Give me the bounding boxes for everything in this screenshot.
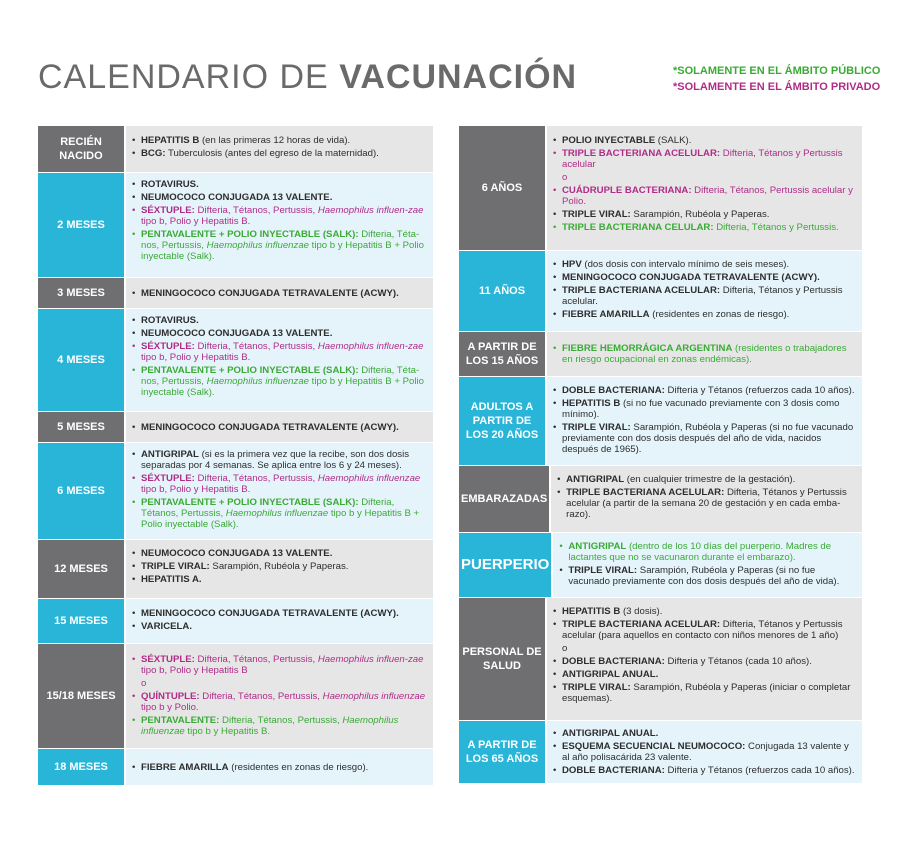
list-item: • TRIPLE BACTERIANA ACELULAR: Difteria, Tétanos y Pertussis acelular (a partir de la semana 20 de gestación y en cada emba-razo). <box>557 487 858 520</box>
list-item-public: • TRIPLE BACTERIANA CELULAR: Difteria, Tétanos y Pertussis. <box>553 222 858 233</box>
row-label: 11 AÑOS <box>459 251 545 331</box>
list-item: • TRIPLE BACTERIANA ACELULAR: Difteria, Tétanos y Pertussis acelular. <box>553 285 858 307</box>
list-item: • NEUMOCOCO CONJUGADA 13 VALENTE. <box>132 548 429 559</box>
list-item: • MENINGOCOCO CONJUGADA TETRAVALENTE (ACWY). <box>553 272 858 283</box>
list-item: • ANTIGRIPAL ANUAL. <box>553 728 858 739</box>
list-item-private: • SÉXTUPLE: Difteria, Tétanos, Pertussis, Haemophilus influen-zae tipo b, Polio y Hepatitis B. <box>132 205 429 227</box>
list-item-public: • PENTAVALENTE + POLIO INYECTABLE (SALK): Difteria, Téta-nos, Pertussis, Haemophilus influenzae tipo b y Hepatitis B + Polio inyectable (Salk). <box>132 365 429 398</box>
row-recien-nacido <box>38 126 433 173</box>
row-label: PUERPERIO <box>459 533 551 597</box>
row-content <box>124 540 433 598</box>
list-item: • HEPATITIS B (3 dosis). <box>553 606 858 617</box>
list-item: • MENINGOCOCO CONJUGADA TETRAVALENTE (ACWY). <box>132 288 429 299</box>
list-item-private: • SÉXTUPLE: Difteria, Tétanos, Pertussis, Haemophilus influenzae tipo b, Polio y Hepatitis B. <box>132 473 429 495</box>
list-item: • HPV (dos dosis con intervalo mínimo de seis meses). <box>553 259 858 270</box>
row-15-meses <box>38 599 433 644</box>
row-label: 4 MESES <box>38 309 124 411</box>
row-label: 12 MESES <box>38 540 124 598</box>
row-11-anos <box>459 251 862 332</box>
list-item: • TRIPLE VIRAL: Sarampión, Rubéola y Paperas (si no fue vacunado previamente con dos dosis después del año de vida). <box>559 565 858 587</box>
row-label: 2 MESES <box>38 173 124 277</box>
row-content <box>124 173 433 277</box>
list-item: • POLIO INYECTABLE (SALK). <box>553 135 858 146</box>
row-label: 15 MESES <box>38 599 124 643</box>
row-content <box>545 377 862 465</box>
row-2-meses <box>38 173 433 278</box>
list-item-public: • PENTAVALENTE: Difteria, Tétanos, Pertussis, Haemophilus influenzae tipo b y Hepatitis B. <box>132 715 429 737</box>
list-item: • NEUMOCOCO CONJUGADA 13 VALENTE. <box>132 192 429 203</box>
row-65-anos <box>459 721 862 784</box>
list-item-private: • SÉXTUPLE: Difteria, Tétanos, Pertussis, Haemophilus influen-zae tipo b, Polio y Hepatitis B. <box>132 341 429 363</box>
list-item-public: • PENTAVALENTE + POLIO INYECTABLE (SALK): Difteria, Tétanos, Pertussis, Haemophilus influenzae tipo b y Hepatitis B + Polio inyectable (Salk). <box>132 497 429 530</box>
row-content <box>124 443 433 539</box>
row-content <box>549 466 862 532</box>
row-content <box>545 126 862 250</box>
list-item: • TRIPLE VIRAL: Sarampión, Rubéola y Paperas (si no fue vacunado previamente con dos dosis después del año de vida, nacidos después de 1965). <box>553 422 858 455</box>
row-label: 15/18 MESES <box>38 644 124 748</box>
row-content <box>124 278 433 308</box>
right-column <box>459 126 862 784</box>
list-item: • DOBLE BACTERIANA: Difteria y Tétanos (refuerzos cada 10 años). <box>553 385 858 396</box>
list-item: • HEPATITIS B (en las primeras 12 horas de vida). <box>132 135 429 146</box>
list-item-private: • QUÍNTUPLE: Difteria, Tétanos, Pertussis, Haemophilus influenzae tipo b y Polio. <box>132 691 429 713</box>
row-content <box>124 644 433 748</box>
row-18-meses <box>38 749 433 786</box>
or-separator: o <box>141 678 147 689</box>
row-content <box>124 126 433 172</box>
list-item: • FIEBRE AMARILLA (residentes en zonas de riesgo). <box>553 309 858 320</box>
list-item: • HEPATITIS B (si no fue vacunado previamente con 3 dosis como mínimo). <box>553 398 858 420</box>
list-item: • DOBLE BACTERIANA: Difteria y Tétanos (cada 10 años). <box>553 656 858 667</box>
row-12-meses <box>38 540 433 599</box>
row-label: 18 MESES <box>38 749 124 785</box>
row-label: A PARTIR DE LOS 15 AÑOS <box>459 332 545 376</box>
row-personal-salud <box>459 598 862 721</box>
left-column <box>38 126 433 786</box>
row-label: ADULTOS A PARTIR DE LOS 20 AÑOS <box>459 377 545 465</box>
row-5-meses <box>38 412 433 443</box>
row-6-meses <box>38 443 433 540</box>
row-content <box>545 598 862 720</box>
list-item: • TRIPLE VIRAL: Sarampión, Rubéola y Paperas. <box>553 209 858 220</box>
list-item: • ANTIGRIPAL ANUAL. <box>553 669 858 680</box>
list-item: • FIEBRE AMARILLA (residentes en zonas de riesgo). <box>132 762 429 773</box>
row-3-meses <box>38 278 433 309</box>
row-content <box>551 533 862 597</box>
list-item: • MENINGOCOCO CONJUGADA TETRAVALENTE (ACWY). <box>132 608 429 619</box>
row-embarazadas <box>459 466 862 533</box>
list-item: • HEPATITIS A. <box>132 574 429 585</box>
list-item-public: • ANTIGRIPAL (dentro de los 10 días del puerperio. Madres de lactantes que no se vacunaron durante el embarazo). <box>559 541 858 563</box>
list-item: • TRIPLE VIRAL: Sarampión, Rubéola y Paperas (iniciar o completar esquemas). <box>553 682 858 704</box>
list-item: • ROTAVIRUS. <box>132 315 429 326</box>
row-15-anos <box>459 332 862 377</box>
list-item: • ANTIGRIPAL (en cualquier trimestre de la gestación). <box>557 474 858 485</box>
list-item-public: • PENTAVALENTE + POLIO INYECTABLE (SALK): Difteria, Téta-nos, Pertussis, Haemophilus influenzae tipo b y Hepatitis B + Polio inyectable (Salk). <box>132 229 429 262</box>
list-item: • TRIPLE VIRAL: Sarampión, Rubéola y Paperas. <box>132 561 429 572</box>
list-item: • ESQUEMA SECUENCIAL NEUMOCOCO: Conjugada 13 valente y al año polisacárida 23 valente. <box>553 741 858 763</box>
list-item: • BCG: Tuberculosis (antes del egreso de la maternidad). <box>132 148 429 159</box>
row-puerperio <box>459 533 862 598</box>
or-separator: o <box>562 172 568 183</box>
list-item: • DOBLE BACTERIANA: Difteria y Tétanos (refuerzos cada 10 años). <box>553 765 858 776</box>
row-content <box>124 749 433 785</box>
list-item: • ROTAVIRUS. <box>132 179 429 190</box>
legend-public: *SOLAMENTE EN EL ÁMBITO PÚBLICO <box>673 65 881 77</box>
row-label: PERSONAL DE SALUD <box>459 598 545 720</box>
row-content <box>545 721 862 783</box>
row-content <box>124 599 433 643</box>
list-item-private: • SÉXTUPLE: Difteria, Tétanos, Pertussis, Haemophilus influen-zae tipo b, Polio y Hepatitis B <box>132 654 429 676</box>
list-item: • ANTIGRIPAL (si es la primera vez que la recibe, son dos dosis separadas por 4 semanas. Se aplica entre los 6 y 24 meses). <box>132 449 429 471</box>
row-label: 5 MESES <box>38 412 124 442</box>
row-label: 6 MESES <box>38 443 124 539</box>
row-adultos <box>459 377 862 466</box>
legend <box>673 63 880 95</box>
row-content <box>124 309 433 411</box>
list-item-private: • CUÁDRUPLE BACTERIANA: Difteria, Tétanos, Pertussis acelular y Polio. <box>553 185 858 207</box>
row-label: EMBARAZADAS <box>459 466 549 532</box>
row-15-18-meses <box>38 644 433 749</box>
row-label: RECIÉN NACIDO <box>38 126 124 172</box>
row-label: 3 MESES <box>38 278 124 308</box>
legend-private: *SOLAMENTE EN EL ÁMBITO PRIVADO <box>673 81 881 93</box>
list-item-private: • TRIPLE BACTERIANA ACELULAR: Difteria, Tétanos y Pertussis acelular <box>553 148 858 170</box>
list-item: • NEUMOCOCO CONJUGADA 13 VALENTE. <box>132 328 429 339</box>
row-content <box>545 251 862 331</box>
row-content <box>545 332 862 376</box>
list-item: • TRIPLE BACTERIANA ACELULAR: Difteria, Tétanos y Pertussis acelular (para aquellos en contacto con niños menores de 1 año) <box>553 619 858 641</box>
row-label: A PARTIR DE LOS 65 AÑOS <box>459 721 545 783</box>
row-4-meses <box>38 309 433 412</box>
row-label: 6 AÑOS <box>459 126 545 250</box>
row-6-anos <box>459 126 862 251</box>
or-separator: o <box>562 643 568 654</box>
row-content <box>124 412 433 442</box>
list-item-public: • FIEBRE HEMORRÁGICA ARGENTINA (residentes o trabajadores en riesgo ocupacional en zonas endémicas). <box>553 343 858 365</box>
list-item: • VARICELA. <box>132 621 429 632</box>
page-title: CALENDARIO DE VACUNACIÓN <box>38 58 578 96</box>
list-item: • MENINGOCOCO CONJUGADA TETRAVALENTE (ACWY). <box>132 422 429 433</box>
